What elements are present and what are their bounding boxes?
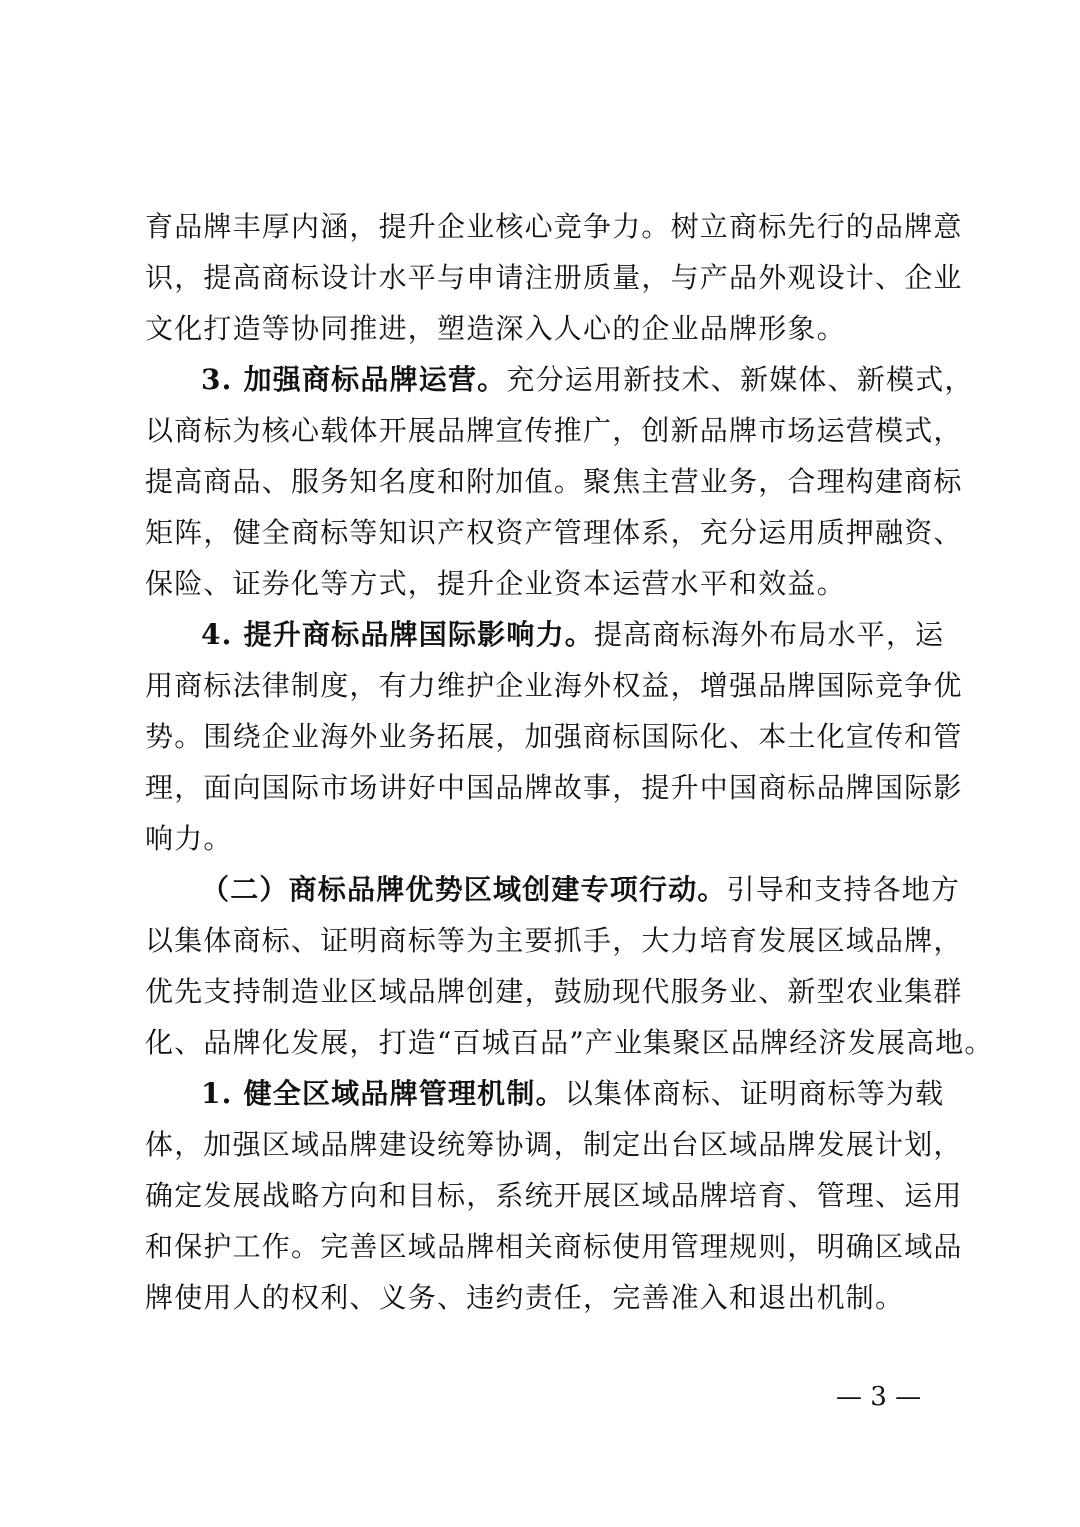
section-heading: 4. 提升商标品牌国际影响力。 [201, 618, 594, 651]
text-line: 用商标法律制度，有力维护企业海外权益，增强品牌国际竞争优 [145, 669, 963, 702]
section-heading: 3. 加强商标品牌运营。 [201, 363, 507, 396]
text-line: 响力。 [145, 822, 233, 855]
page-number: — 3 — [836, 1382, 922, 1412]
text-line: 体，加强区域品牌建设统筹协调，制定出台区域品牌发展计划， [145, 1128, 963, 1161]
text-line: 和保护工作。完善区域品牌相关商标使用管理规则，明确区域品 [145, 1230, 963, 1263]
text-line: 矩阵，健全商标等知识产权资产管理体系，充分运用质押融资、 [145, 516, 963, 549]
text-line: 势。围绕企业海外业务拓展，加强商标国际化、本土化宣传和管 [145, 720, 963, 753]
section-heading: 1. 健全区域品牌管理机制。 [201, 1077, 565, 1110]
section-heading-line [145, 354, 974, 405]
text-line-content: 提高商标海外布局水平，运 [593, 618, 945, 651]
text-line: 文化打造等协同推进，塑造深入人心的企业品牌形象。 [145, 312, 846, 345]
section-heading-line [145, 1068, 945, 1119]
text-line-content: 引导和支持各地方 [726, 873, 961, 906]
document-body [145, 201, 994, 1323]
text-line: 优先支持制造业区域品牌创建，鼓励现代服务业、新型农业集群 [145, 975, 963, 1008]
text-line: 理，面向国际市场讲好中国品牌故事，提升中国商标品牌国际影 [145, 771, 963, 804]
text-line-content: 充分运用新技术、新媒体、新模式， [506, 363, 974, 396]
text-line: 确定发展战略方向和目标，系统开展区域品牌培育、管理、运用 [145, 1179, 963, 1212]
section-heading: （二）商标品牌优势区域创建专项行动。 [201, 873, 727, 906]
section-heading-line [145, 864, 961, 915]
text-line: 以集体商标、证明商标等为主要抓手，大力培育发展区域品牌， [145, 924, 963, 957]
text-line: 化、品牌化发展，打造“百城百品”产业集聚区品牌经济发展高地。 [145, 1026, 994, 1059]
text-line: 育品牌丰厚内涵，提升企业核心竞争力。树立商标先行的品牌意 [145, 210, 963, 243]
text-line: 牌使用人的权利、义务、违约责任，完善准入和退出机制。 [145, 1281, 905, 1314]
text-line: 识，提高商标设计水平与申请注册质量，与产品外观设计、企业 [145, 261, 963, 294]
text-line: 提高商品、服务知名度和附加值。聚焦主营业务，合理构建商标 [145, 465, 963, 498]
text-line: 以商标为核心载体开展品牌宣传推广，创新品牌市场运营模式， [145, 414, 963, 447]
section-heading-line [145, 609, 945, 660]
text-line: 保险、证券化等方式，提升企业资本运营水平和效益。 [145, 567, 846, 600]
text-line-content: 以集体商标、证明商标等为载 [564, 1077, 945, 1110]
